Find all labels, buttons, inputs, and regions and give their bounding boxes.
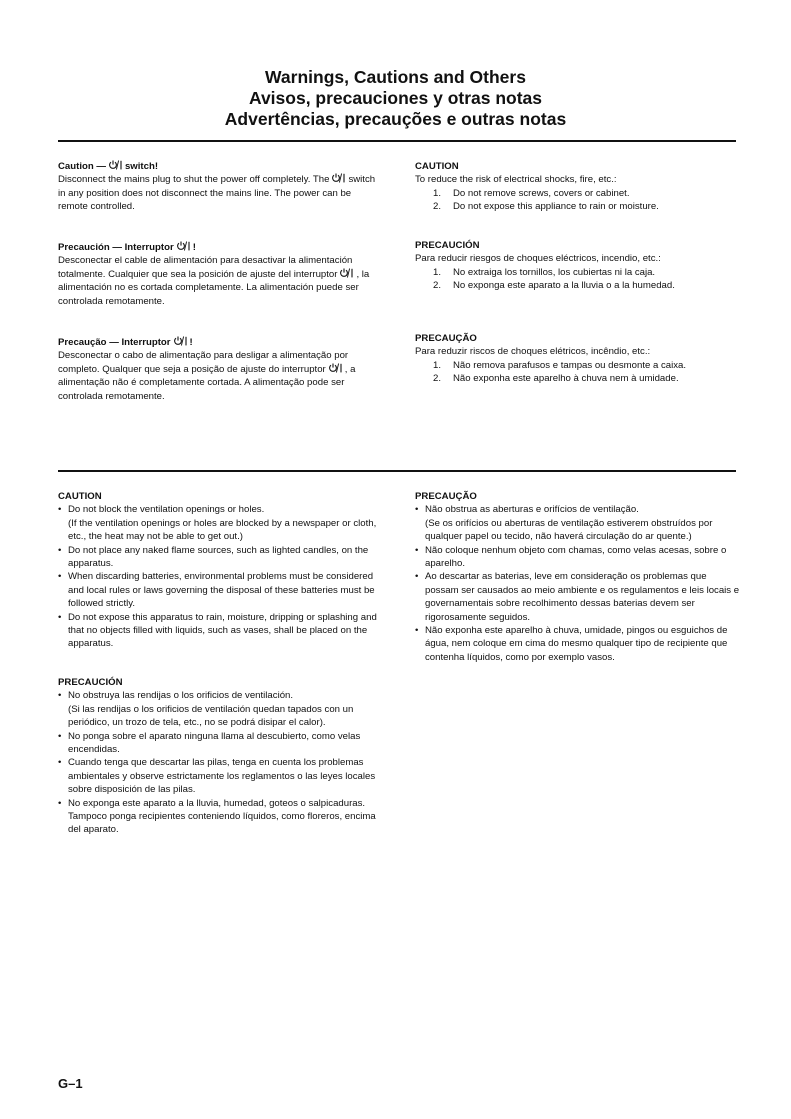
list-item: • Não coloque nenhum objeto com chamas, como velas acesas, sobre o aparelho. bbox=[415, 544, 740, 571]
list-item: • When discarding batteries, environmental problems must be considered and local rules or laws governing the disposal of these batteries must be followed strictly. bbox=[58, 570, 380, 610]
list-item: • No ponga sobre el aparato ninguna llama al descubierto, como velas encendidas. bbox=[58, 730, 380, 757]
bullet-list bbox=[58, 689, 380, 836]
caution-portuguese bbox=[415, 332, 735, 386]
standby-on-icon bbox=[176, 241, 191, 251]
title-spanish: Avisos, precauciones y otras notas bbox=[248, 88, 543, 108]
title-portuguese: Advertências, precauções e outras notas bbox=[224, 109, 567, 129]
list-item: 1. No extraiga los tornillos, los cubiertas ni la caja. bbox=[433, 266, 656, 278]
section-intro: To reduce the risk of electrical shocks, fire, etc.: bbox=[415, 174, 617, 186]
list-item: • No obstruya las rendijas o los orificios de ventilación. (Si las rendijas o los orificios de ventilación quedan tapados con un periódico, un trozo de tela, etc., no se podrá disipar el calor). bbox=[58, 689, 380, 729]
standby-on-icon bbox=[331, 173, 346, 183]
power-caution-portuguese bbox=[58, 336, 383, 403]
top-divider bbox=[58, 140, 736, 142]
ventilation-caution-english bbox=[58, 490, 380, 651]
section-heading: Precaução — Interruptor ! bbox=[58, 337, 193, 348]
standby-on-icon bbox=[328, 363, 343, 373]
bullet-list bbox=[415, 503, 740, 664]
numbered-list bbox=[415, 266, 735, 293]
numbered-list bbox=[415, 187, 735, 214]
standby-on-icon bbox=[173, 336, 188, 346]
standby-on-icon bbox=[108, 160, 123, 170]
power-caution-spanish bbox=[58, 241, 383, 308]
section-body: Disconnect the mains plug to shut the power off completely. The switch in any position does not disconnect the mains line. The power can be remote controlled. bbox=[58, 174, 376, 213]
ventilation-caution-spanish bbox=[58, 676, 380, 837]
title-english: Warnings, Cautions and Others bbox=[265, 67, 526, 87]
list-item: • Cuando tenga que descartar las pilas, tenga en cuenta los problemas ambientales y observe estrictamente los reglamentos o las leyes locales sobre disposición de las pilas. bbox=[58, 756, 380, 796]
list-item: • Do not expose this apparatus to rain, moisture, dripping or splashing and that no objects filled with liquids, such as vases, shall be placed on the apparatus. bbox=[58, 611, 380, 651]
page-number: G–1 bbox=[58, 1076, 83, 1091]
middle-divider bbox=[58, 470, 736, 472]
list-item: • No exponga este aparato a la lluvia, humedad, goteos o salpicaduras. Tampoco ponga recipientes conteniendo líquidos, como floreros, encima del aparato. bbox=[58, 797, 380, 837]
section-intro: Para reduzir riscos de choques elétricos, incêndio, etc.: bbox=[415, 346, 651, 358]
section-heading: Caution — switch! bbox=[58, 161, 159, 172]
caution-spanish bbox=[415, 239, 735, 293]
list-item: 2. Do not expose this appliance to rain or moisture. bbox=[433, 201, 659, 213]
list-item: 2. No exponga este aparato a la lluvia o a la humedad. bbox=[433, 280, 675, 292]
list-item: • Do not block the ventilation openings or holes. (If the ventilation openings or holes are blocked by a newspaper or cloth, etc., the heat may not be able to get out.) bbox=[58, 503, 380, 543]
section-heading: PRECAUCIÓN bbox=[58, 677, 123, 688]
numbered-list bbox=[415, 359, 735, 386]
list-item: • Ao descartar as baterias, leve em consideração os problemas que possam ser causados ao meio ambiente e os regulamentos e leis locais e governamentais sobre recolhimento dessas baterias devem ser rigorosamente seguidos. bbox=[415, 570, 740, 624]
ventilation-caution-portuguese bbox=[415, 490, 740, 664]
standby-on-icon bbox=[339, 268, 354, 278]
page-titles bbox=[0, 67, 791, 130]
section-body: Desconectar el cable de alimentación para desactivar la alimentación totalmente. Cualquier que sea la posición de ajuste del interruptor , la alimentación no es cortada completamente. La alimentación puede ser controlada remotamente. bbox=[58, 255, 370, 307]
list-item: • Não obstrua as aberturas e orifícios de ventilação. (Se os orifícios ou aberturas de ventilação estiverem obstruídos por qualquer papel ou tecido, não haverá circulação do ar quente.) bbox=[415, 503, 740, 543]
section-heading: CAUTION bbox=[415, 161, 459, 172]
list-item: • Do not place any naked flame sources, such as lighted candles, on the apparatus. bbox=[58, 544, 380, 571]
section-heading: PRECAUÇÃO bbox=[415, 333, 477, 344]
power-caution-english bbox=[58, 160, 383, 214]
section-intro: Para reducir riesgos de choques eléctricos, incendio, etc.: bbox=[415, 253, 661, 265]
list-item: • Não exponha este aparelho à chuva, umidade, pingos ou esguichos de água, nem coloque em cima do mesmo qualquer tipo de recipiente que contenha líquidos, como por exemplo vasos. bbox=[415, 624, 740, 664]
list-item: 1. Não remova parafusos e tampas ou desmonte a caixa. bbox=[433, 359, 687, 371]
list-item: 1. Do not remove screws, covers or cabinet. bbox=[433, 187, 630, 199]
bullet-list bbox=[58, 503, 380, 650]
caution-english bbox=[415, 160, 735, 214]
section-heading: PRECAUCIÓN bbox=[415, 240, 480, 251]
list-item: 2. Não exponha este aparelho à chuva nem à umidade. bbox=[433, 373, 679, 385]
section-heading: Precaución — Interruptor ! bbox=[58, 242, 196, 253]
section-body: Desconectar o cabo de alimentação para desligar a alimentação por completo. Qualquer que seja a posição de ajuste do interruptor , a alimentação não é completamente cortada. A alimentação pode ser controlada remotamente. bbox=[58, 350, 356, 402]
section-heading: CAUTION bbox=[58, 491, 102, 502]
section-heading: PRECAUÇÃO bbox=[415, 491, 477, 502]
